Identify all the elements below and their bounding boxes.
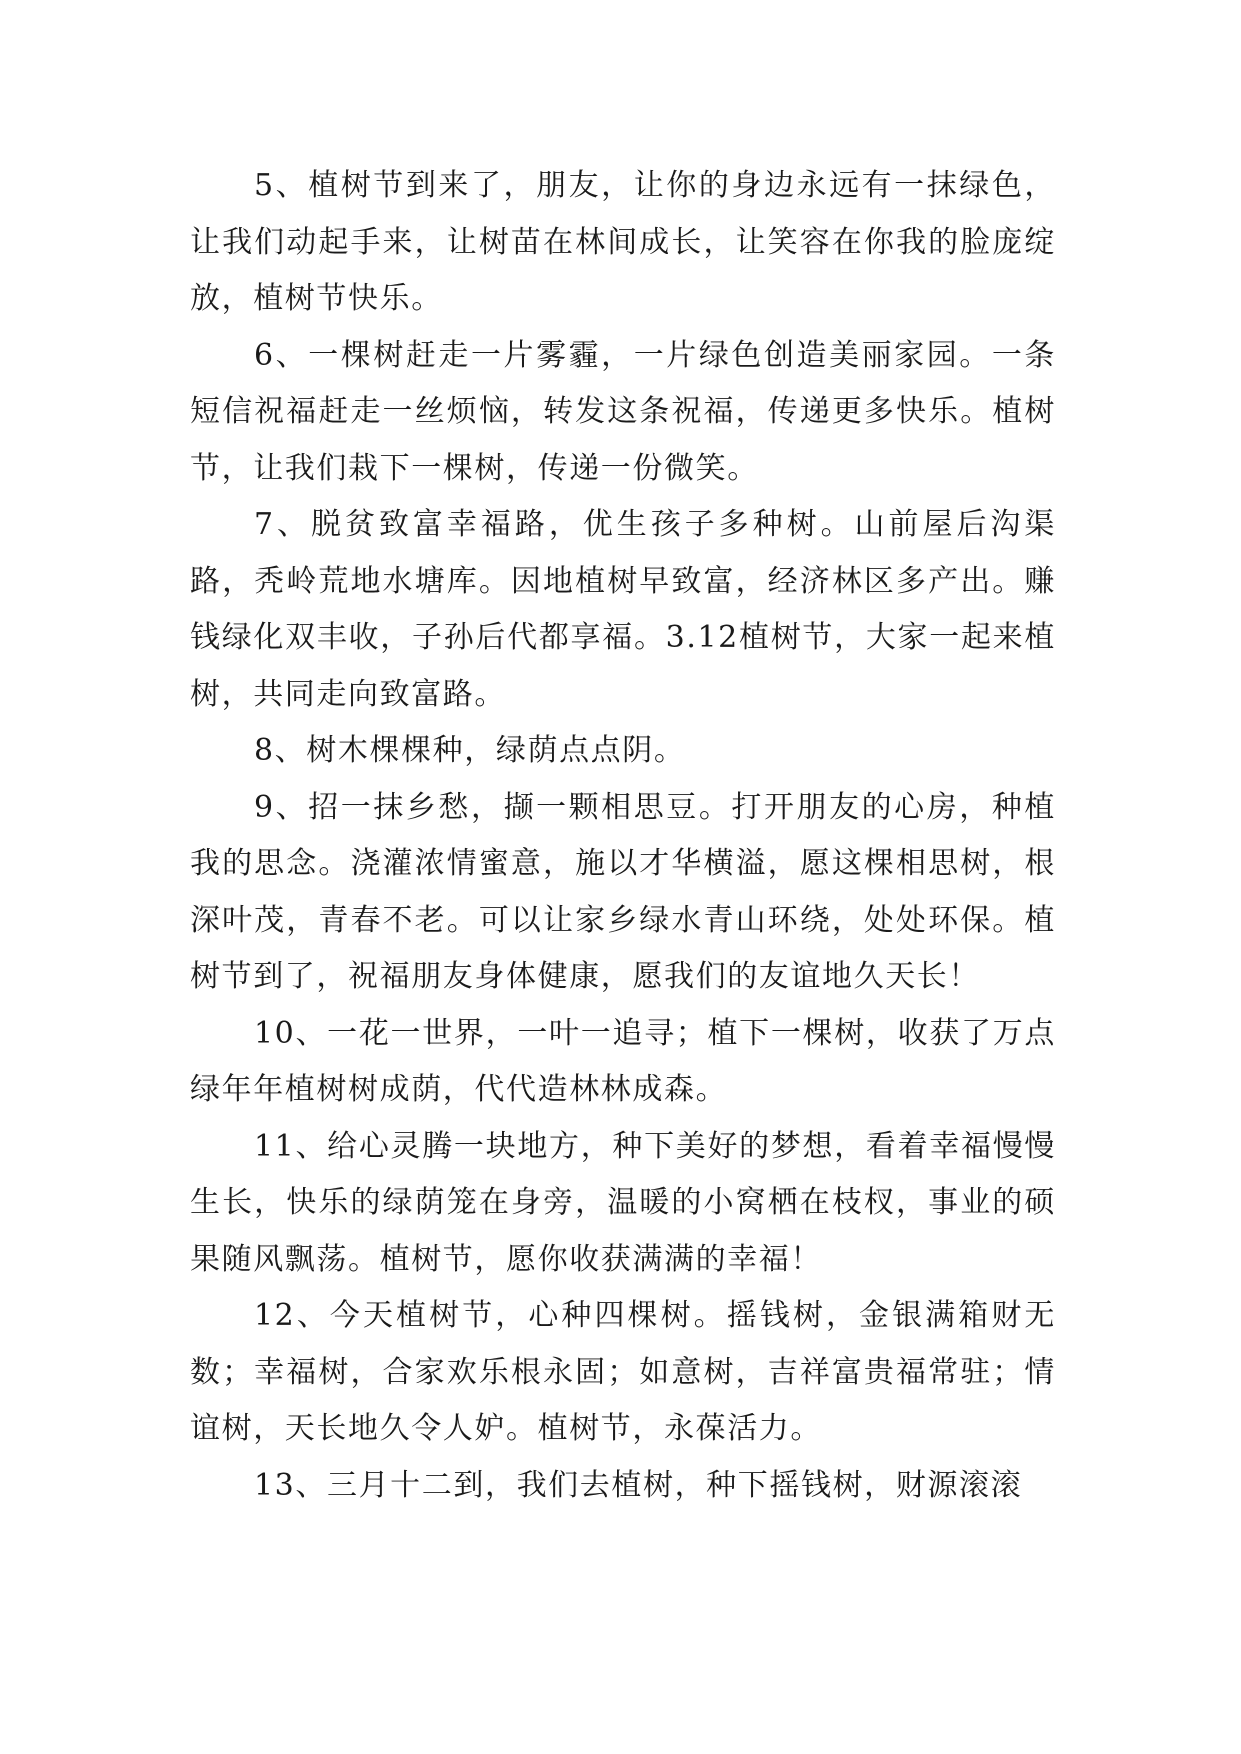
paragraph-5: 5、植树节到来了，朋友，让你的身边永远有一抹绿色，让我们动起手来，让树苗在林间成长，让笑容在你我的脸庞绽放，植树节快乐。 (190, 168, 1056, 316)
document-body (190, 158, 1056, 1514)
paragraph-13: 13、三月十二到，我们去植树，种下摇钱树，财源滚滚 (254, 1467, 1023, 1503)
paragraph-10: 10、一花一世界，一叶一追寻；植下一棵树，收获了万点绿年年植树树成荫，代代造林林成森。 (190, 1015, 1056, 1107)
paragraph-11: 11、给心灵腾一块地方，种下美好的梦想，看着幸福慢慢生长，快乐的绿荫笼在身旁，温暖的小窝栖在枝杈，事业的硕果随风飘荡。植树节，愿你收获满满的幸福！ (190, 1128, 1056, 1277)
paragraph-9: 9、招一抹乡愁，撷一颗相思豆。打开朋友的心房，种植我的思念。浇灌浓情蜜意，施以才华横溢，愿这棵相思树，根深叶茂，青春不老。可以让家乡绿水青山环绕，处处环保。植树节到了，祝福朋友身体健康，愿我们的友谊地久天长！ (190, 789, 1056, 994)
paragraph-6: 6、一棵树赶走一片雾霾，一片绿色创造美丽家园。一条短信祝福赶走一丝烦恼，转发这条祝福，传递更多快乐。植树节，让我们栽下一棵树，传递一份微笑。 (190, 337, 1056, 486)
paragraph-7: 7、脱贫致富幸福路，优生孩子多种树。山前屋后沟渠路，秃岭荒地水塘库。因地植树早致富，经济林区多产出。赚钱绿化双丰收，子孙后代都享福。3.12植树节，大家一起来植树，共同走向致富路。 (190, 507, 1056, 712)
paragraph-12: 12、今天植树节，心种四棵树。摇钱树，金银满箱财无数；幸福树，合家欢乐根永固；如意树，吉祥富贵福常驻；情谊树，天长地久令人妒。植树节，永葆活力。 (190, 1298, 1056, 1446)
paragraph-8: 8、树木棵棵种，绿荫点点阴。 (254, 733, 686, 768)
